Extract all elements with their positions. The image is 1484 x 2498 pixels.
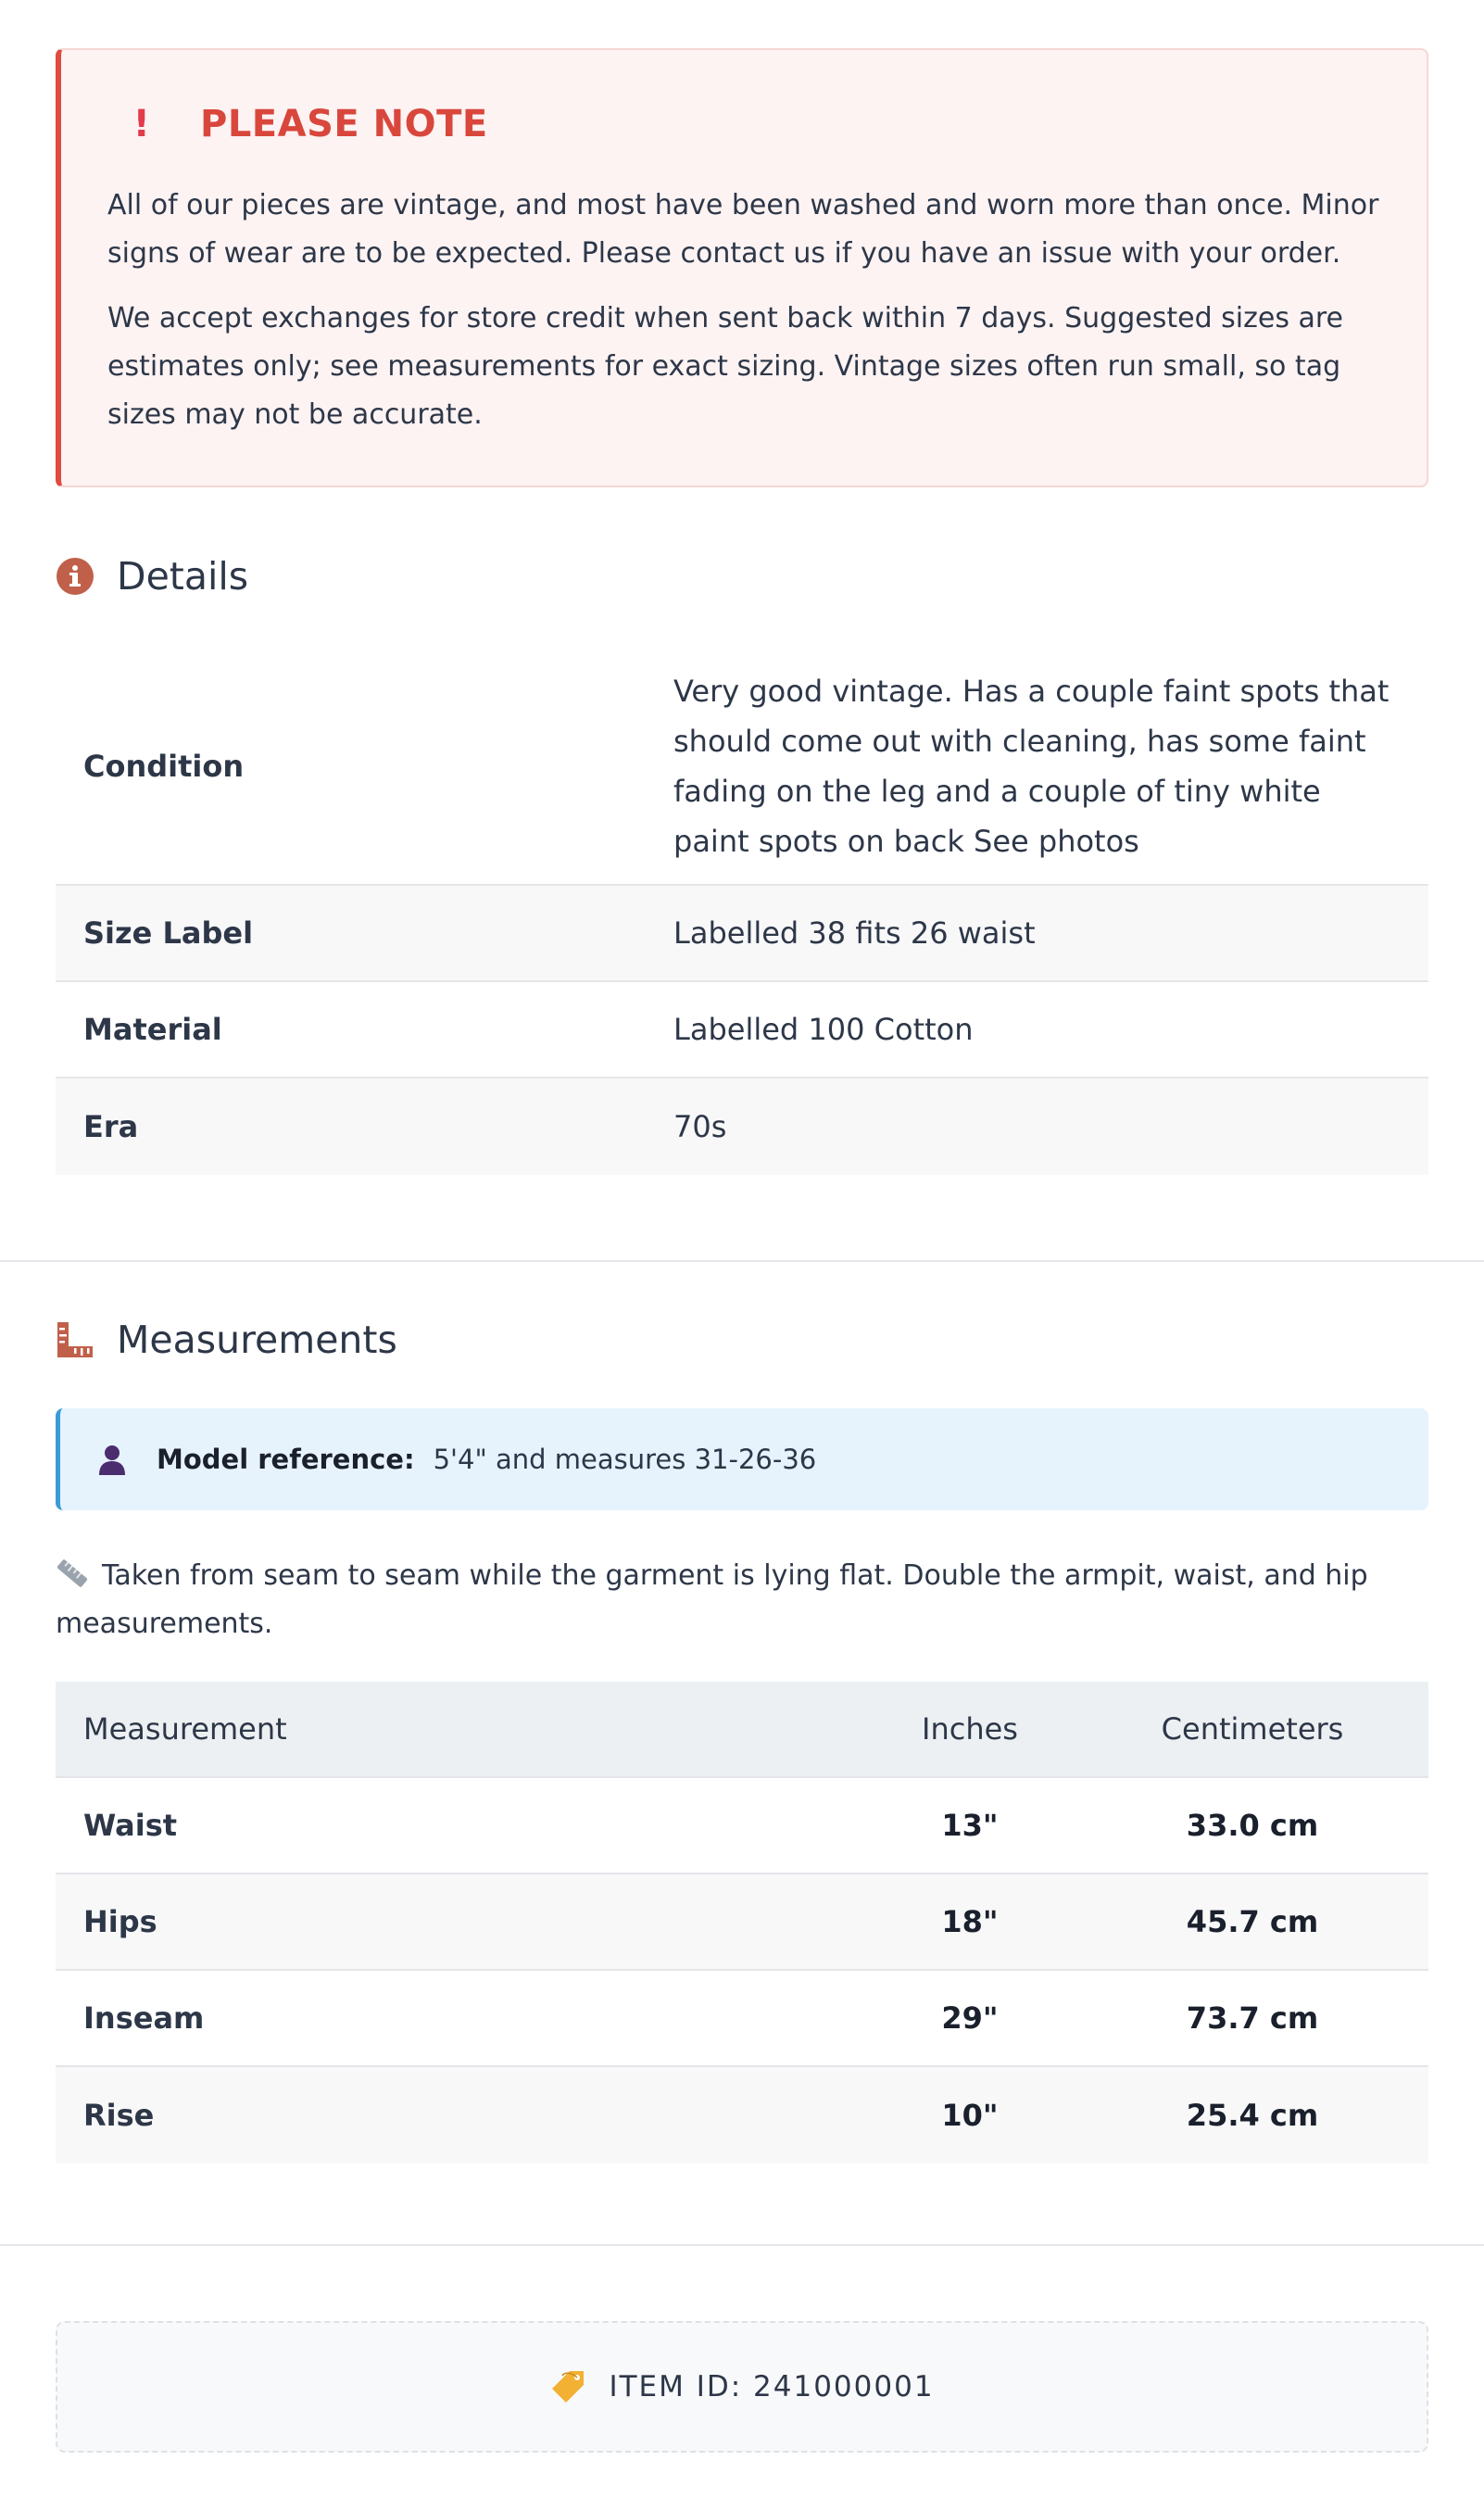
table-header-row: [56, 1682, 1428, 1778]
measurement-inches: 10": [941, 2098, 999, 2133]
model-reference-label: Model reference:: [157, 1444, 415, 1475]
table-row: [56, 1874, 1428, 1971]
details-heading: [56, 554, 248, 599]
table-row: [56, 1778, 1428, 1874]
measurement-cm: 33.0 cm: [1186, 1808, 1319, 1843]
straight-ruler-icon: [56, 1557, 89, 1590]
details-row: [56, 982, 1428, 1079]
details-label: Condition: [83, 749, 245, 784]
column-header: Centimeters: [1161, 1711, 1344, 1747]
column-header: Measurement: [83, 1711, 287, 1747]
details-value: Labelled 38 fits 26 waist: [673, 915, 1036, 951]
measurement-inches: 29": [941, 2000, 999, 2036]
details-label: Size Label: [83, 915, 254, 951]
alert-paragraph: All of our pieces are vintage, and most have been washed and worn more than once. Minor signs of wear are to be expected. Please contact us if you have an issue with your order.: [107, 189, 1379, 270]
exclamation-icon: !: [132, 103, 151, 145]
details-label: Material: [83, 1012, 222, 1047]
model-reference-value: 5'4" and measures 31-26-36: [433, 1444, 817, 1475]
person-icon: [95, 1443, 129, 1476]
measurement-name: Hips: [83, 1904, 157, 1939]
details-value: Very good vintage. Has a couple faint spots that should come out with cleaning, has some faint fading on the leg and a couple of tiny white paint spots on back See photos: [673, 674, 1390, 859]
table-row: [56, 1971, 1428, 2067]
details-value: Labelled 100 Cotton: [673, 1012, 974, 1047]
ruler-icon: [56, 1320, 94, 1359]
alert-paragraph: We accept exchanges for store credit when sent back within 7 days. Suggested sizes are estimates only; see measurements for exact sizing. Vintage sizes often run small, so tag sizes may not be accurate.: [107, 302, 1344, 431]
details-row: [56, 886, 1428, 982]
section-divider: [0, 2244, 1484, 2246]
column-header: Inches: [922, 1711, 1018, 1747]
alert-title: [107, 104, 1380, 145]
details-row: [56, 1079, 1428, 1175]
info-circle-icon: [56, 557, 94, 596]
measurement-cm: 45.7 cm: [1186, 1904, 1319, 1939]
alert-title-text: PLEASE NOTE: [200, 103, 488, 145]
table-row: [56, 2067, 1428, 2164]
measurement-inches: 13": [941, 1808, 999, 1843]
details-table: [56, 649, 1428, 1175]
measurement-inches: 18": [941, 1904, 999, 1939]
measurement-note: [56, 1552, 1390, 1648]
details-row: [56, 649, 1428, 886]
measurements-title: Measurements: [117, 1318, 397, 1362]
measurements-heading: [56, 1318, 397, 1362]
item-id-text: ITEM ID: 241000001: [609, 2370, 935, 2403]
please-note-alert: [56, 48, 1428, 487]
details-title: Details: [117, 554, 249, 599]
tag-icon: [549, 2368, 586, 2405]
details-label: Era: [83, 1109, 139, 1144]
measurement-cm: 73.7 cm: [1186, 2000, 1319, 2036]
measurement-cm: 25.4 cm: [1186, 2098, 1319, 2133]
measurement-name: Inseam: [83, 2000, 205, 2036]
measurement-name: Waist: [83, 1808, 178, 1843]
measurement-name: Rise: [83, 2098, 155, 2133]
details-value: 70s: [673, 1109, 727, 1144]
measurements-table: [56, 1682, 1428, 2164]
measurement-note-text: Taken from seam to seam while the garment is lying flat. Double the armpit, waist, and hip measurements.: [56, 1559, 1368, 1640]
item-id-box: [56, 2321, 1428, 2453]
model-reference-box: [56, 1408, 1428, 1510]
section-divider: [0, 1260, 1484, 1262]
